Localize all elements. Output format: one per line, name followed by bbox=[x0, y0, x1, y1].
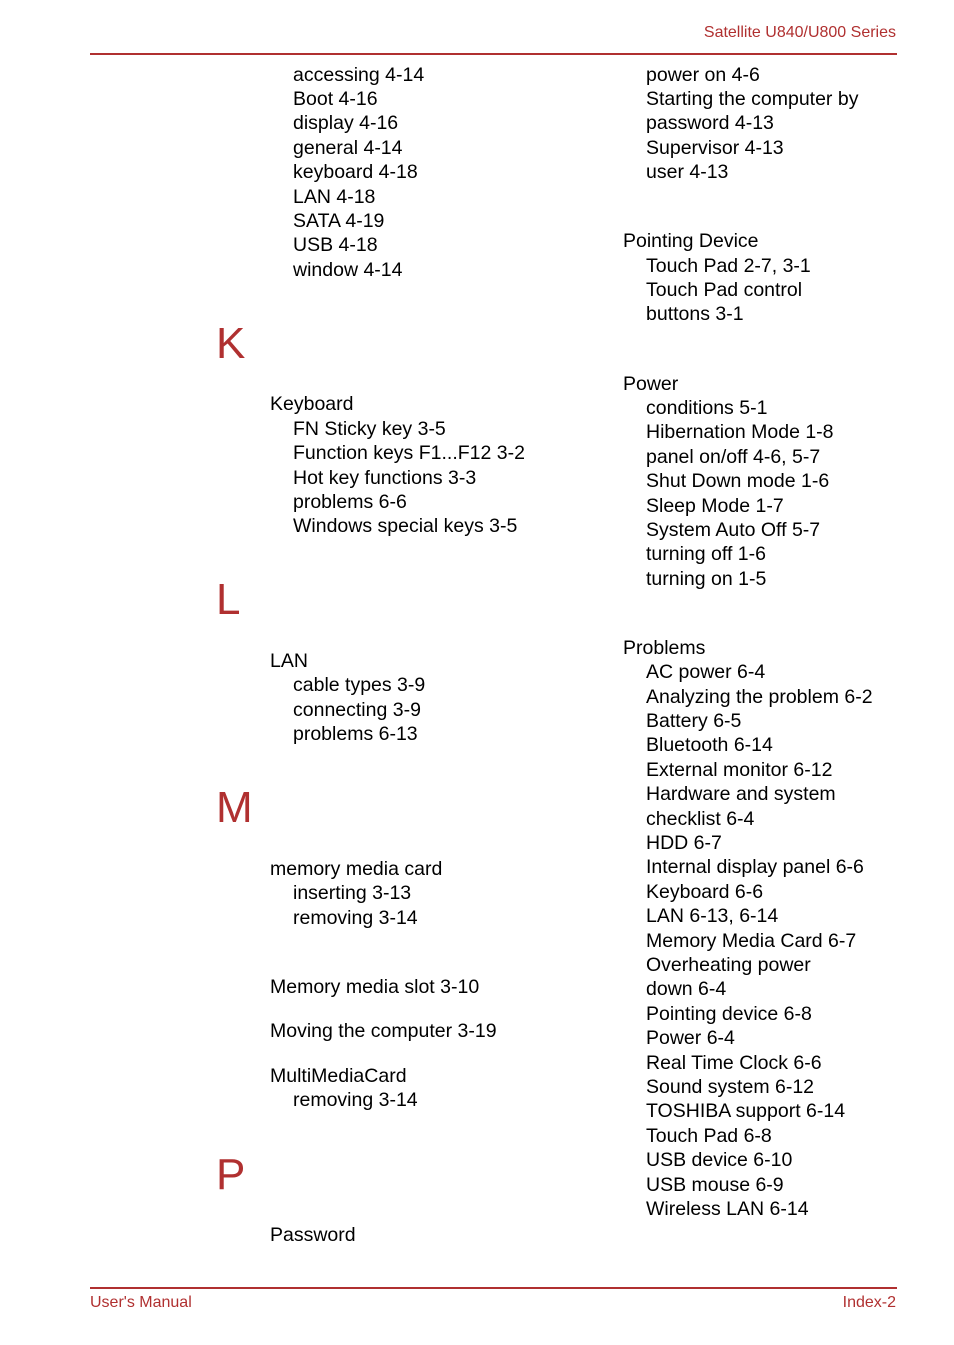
index-subentry: Memory Media Card 6-7 bbox=[646, 930, 857, 952]
index-subentry: TOSHIBA support 6-14 bbox=[646, 1100, 846, 1122]
section-letter-p: P bbox=[216, 1150, 246, 1199]
index-entry: Keyboard bbox=[270, 393, 354, 415]
index-subentry: Boot 4-16 bbox=[293, 88, 378, 110]
index-subentry: cable types 3-9 bbox=[293, 674, 426, 696]
index-subentry: Touch Pad 6-8 bbox=[646, 1125, 772, 1147]
index-subentry: connecting 3-9 bbox=[293, 699, 421, 721]
index-subentry: Sound system 6-12 bbox=[646, 1076, 815, 1098]
index-subentry: power on 4-6 bbox=[646, 64, 760, 86]
index-subentry: Hardware and system bbox=[646, 783, 836, 805]
index-subentry: Starting the computer by bbox=[646, 88, 859, 110]
index-subentry: Windows special keys 3-5 bbox=[293, 515, 518, 537]
section-letter-k: K bbox=[216, 319, 246, 368]
index-subentry: checklist 6-4 bbox=[646, 808, 755, 830]
index-subentry: LAN 4-18 bbox=[293, 186, 376, 208]
index-subentry: Hibernation Mode 1-8 bbox=[646, 421, 834, 443]
index-entry: Memory media slot 3-10 bbox=[270, 976, 480, 998]
index-subentry: problems 6-6 bbox=[293, 491, 407, 513]
index-subentry: Sleep Mode 1-7 bbox=[646, 495, 784, 517]
index-entry: Power bbox=[623, 373, 679, 395]
index-subentry: turning on 1-5 bbox=[646, 568, 767, 590]
index-subentry: External monitor 6-12 bbox=[646, 759, 833, 781]
index-subentry: HDD 6-7 bbox=[646, 832, 722, 854]
index-subentry: Pointing device 6-8 bbox=[646, 1003, 812, 1025]
index-subentry: removing 3-14 bbox=[293, 907, 418, 929]
index-subentry: password 4-13 bbox=[646, 112, 774, 134]
index-subentry: Shut Down mode 1-6 bbox=[646, 470, 830, 492]
index-subentry: panel on/off 4-6, 5-7 bbox=[646, 446, 821, 468]
index-subentry: buttons 3-1 bbox=[646, 303, 744, 325]
index-subentry: Battery 6-5 bbox=[646, 710, 742, 732]
index-subentry: Wireless LAN 6-14 bbox=[646, 1198, 809, 1220]
index-subentry: display 4-16 bbox=[293, 112, 399, 134]
index-entry: Password bbox=[270, 1224, 356, 1246]
index-entry: LAN bbox=[270, 650, 308, 672]
index-subentry: Overheating power bbox=[646, 954, 811, 976]
index-subentry: Touch Pad control bbox=[646, 279, 803, 301]
index-subentry: Real Time Clock 6-6 bbox=[646, 1052, 822, 1074]
index-subentry: FN Sticky key 3-5 bbox=[293, 418, 446, 440]
index-entry: Pointing Device bbox=[623, 230, 759, 252]
index-subentry: USB 4-18 bbox=[293, 234, 378, 256]
index-subentry: Keyboard 6-6 bbox=[646, 881, 764, 903]
index-subentry: turning off 1-6 bbox=[646, 543, 766, 565]
index-subentry: user 4-13 bbox=[646, 161, 729, 183]
page-number: Index-2 bbox=[842, 1294, 896, 1311]
footer-manual-title: User's Manual bbox=[90, 1294, 192, 1311]
index-subentry: LAN 6-13, 6-14 bbox=[646, 905, 779, 927]
index-subentry: general 4-14 bbox=[293, 137, 403, 159]
index-subentry: Hot key functions 3-3 bbox=[293, 467, 477, 489]
index-subentry: Power 6-4 bbox=[646, 1027, 735, 1049]
index-subentry: removing 3-14 bbox=[293, 1089, 418, 1111]
index-subentry: down 6-4 bbox=[646, 978, 727, 1000]
index-entry: Moving the computer 3-19 bbox=[270, 1020, 497, 1042]
index-entry: MultiMediaCard bbox=[270, 1065, 407, 1087]
index-subentry: AC power 6-4 bbox=[646, 661, 766, 683]
index-subentry: Function keys F1...F12 3-2 bbox=[293, 442, 525, 464]
header-rule bbox=[90, 53, 897, 55]
index-subentry: Internal display panel 6-6 bbox=[646, 856, 864, 878]
index-subentry: USB device 6-10 bbox=[646, 1149, 793, 1171]
section-letter-m: M bbox=[216, 783, 253, 832]
index-subentry: Touch Pad 2-7, 3-1 bbox=[646, 255, 811, 277]
index-subentry: USB mouse 6-9 bbox=[646, 1174, 784, 1196]
section-letter-l: L bbox=[216, 575, 241, 624]
index-subentry: problems 6-13 bbox=[293, 723, 418, 745]
index-subentry: keyboard 4-18 bbox=[293, 161, 418, 183]
index-subentry: Analyzing the problem 6-2 bbox=[646, 686, 873, 708]
index-entry: memory media card bbox=[270, 858, 443, 880]
footer-rule bbox=[90, 1287, 897, 1289]
index-subentry: window 4-14 bbox=[293, 259, 403, 281]
index-subentry: accessing 4-14 bbox=[293, 64, 425, 86]
index-subentry: System Auto Off 5-7 bbox=[646, 519, 821, 541]
index-subentry: inserting 3-13 bbox=[293, 882, 412, 904]
index-entry: Problems bbox=[623, 637, 706, 659]
index-subentry: Bluetooth 6-14 bbox=[646, 734, 773, 756]
index-subentry: SATA 4-19 bbox=[293, 210, 385, 232]
running-header: Satellite U840/U800 Series bbox=[703, 24, 896, 41]
index-subentry: Supervisor 4-13 bbox=[646, 137, 784, 159]
index-subentry: conditions 5-1 bbox=[646, 397, 768, 419]
